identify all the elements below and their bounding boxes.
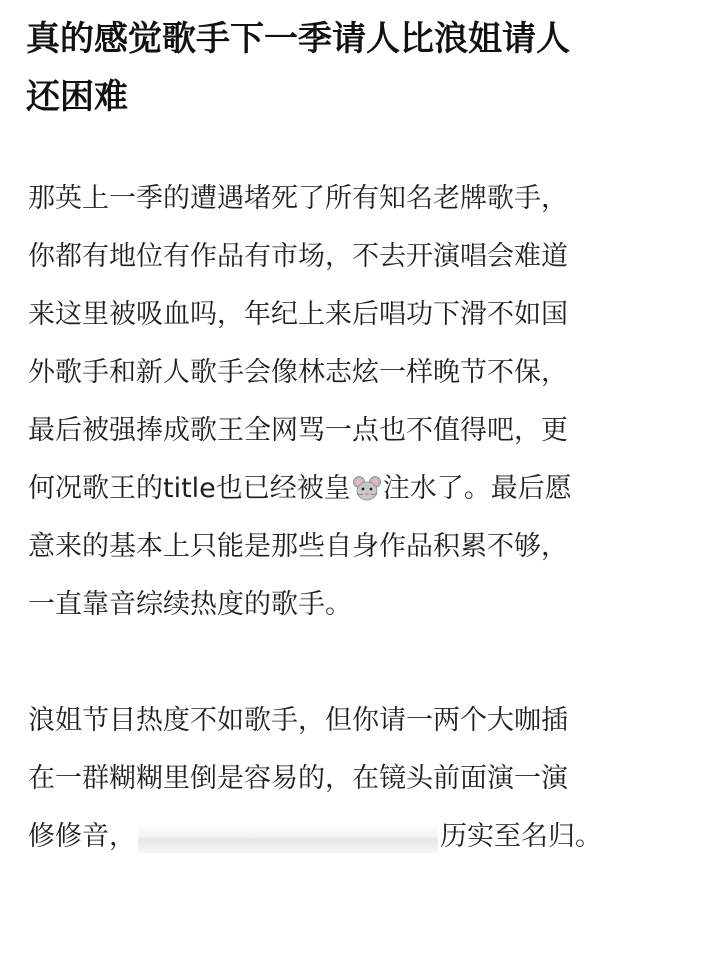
- post-title: [26, 10, 706, 126]
- text-segment: 注水了。最后愿: [382, 473, 572, 504]
- paragraph-line: 一直靠音综续热度的歌手。: [28, 589, 352, 620]
- post-body: [28, 170, 708, 866]
- paragraph-line: 浪姐节目热度不如歌手，但你请一两个大咖插: [28, 705, 568, 736]
- text-segment: 修修音，: [28, 821, 136, 852]
- paragraph-line: 那英上一季的遭遇堵死了所有知名老牌歌手，: [28, 183, 568, 214]
- paragraph-1: [28, 170, 708, 634]
- paragraph-line: 在一群糊糊里倒是容易的，在镜头前面演一演: [28, 763, 568, 794]
- text-segment: 历实至名归。: [440, 821, 602, 852]
- paragraph-line: 你都有地位有作品有市场，不去开演唱会难道: [28, 241, 568, 272]
- redacted-text-block: [138, 823, 438, 853]
- paragraph-line: 意来的基本上只能是那些自身作品积累不够，: [28, 531, 568, 562]
- paragraph-2: [28, 692, 708, 866]
- mouse-face-icon: [353, 475, 381, 501]
- paragraph-line-with-emoji: [28, 460, 708, 518]
- paragraph-line: 来这里被吸血吗，年纪上来后唱功下滑不如国: [28, 299, 568, 330]
- post-title-line-1: 真的感觉歌手下一季请人比浪姐请人: [26, 19, 570, 59]
- text-segment: 何况歌王的title也已经被皇: [28, 473, 351, 504]
- paragraph-line: 外歌手和新人歌手会像林志炫一样晚节不保，: [28, 357, 568, 388]
- paragraph-line-with-redaction: [28, 808, 708, 866]
- paragraph-line: 最后被强捧成歌王全网骂一点也不值得吧，更: [28, 415, 568, 446]
- post-title-line-2: 还困难: [26, 77, 128, 117]
